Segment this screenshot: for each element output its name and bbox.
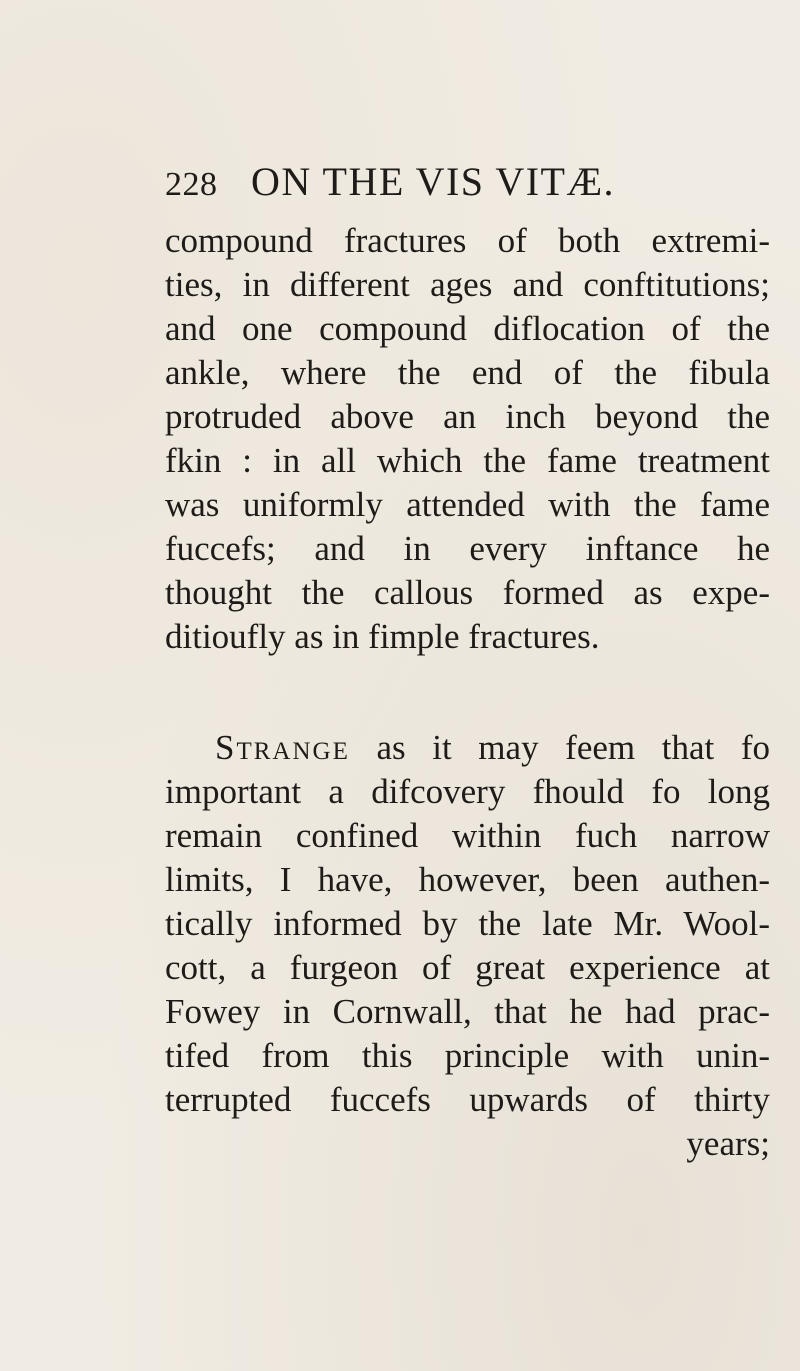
running-head	[165, 160, 765, 204]
paragraph-1	[165, 219, 770, 659]
running-title: ON THE VIS VITÆ.	[251, 159, 616, 204]
text-line: was uniformly attended with the fame	[165, 485, 770, 524]
text-line: Fowey in Cornwall, that he had prac-	[165, 992, 770, 1031]
first-line-rest: as it may feem that fo	[349, 728, 770, 767]
text-line-first	[165, 726, 770, 770]
text-line: terrupted fuccefs upwards of thirty	[165, 1080, 770, 1119]
body-text	[165, 219, 770, 1166]
text-line: ditioufly as in fimple fractures.	[165, 617, 600, 656]
text-line: and one compound diflocation of the	[165, 309, 770, 348]
paragraph-gap	[165, 659, 770, 726]
text-line: cott, a furgeon of great experience at	[165, 948, 770, 987]
text-line: important a difcovery fhould fo long	[165, 772, 770, 811]
text-line: fkin : in all which the fame treatment	[165, 441, 770, 480]
text-line: ankle, where the end of the fibula	[165, 353, 770, 392]
text-line: fuccefs; and in every inftance he	[165, 529, 770, 568]
text-line: thought the callous formed as expe-	[165, 573, 770, 612]
catchword: years;	[686, 1124, 770, 1163]
text-line: ties, in different ages and conftitutions;	[165, 265, 770, 304]
paragraph-2	[165, 726, 770, 1166]
page-number: 228	[165, 166, 218, 203]
text-line: limits, I have, however, been authen-	[165, 860, 770, 899]
text-line: remain confined within fuch narrow	[165, 816, 770, 855]
text-line: tifed from this principle with unin-	[165, 1036, 770, 1075]
text-line: protruded above an inch beyond the	[165, 397, 770, 436]
lead-word: Strange	[215, 728, 350, 767]
text-line: compound fractures of both extremi-	[165, 221, 770, 260]
text-line: tically informed by the late Mr. Wool-	[165, 904, 770, 943]
